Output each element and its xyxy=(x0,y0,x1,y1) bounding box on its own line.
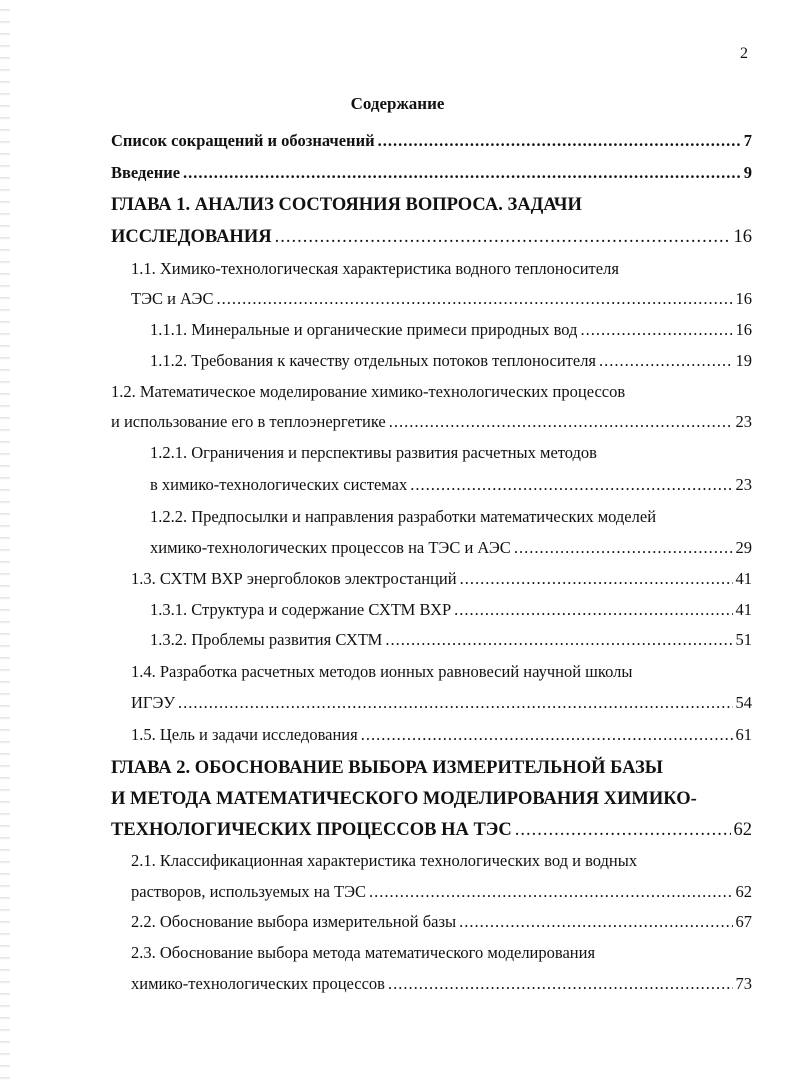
toc-entry-text: ТЕХНОЛОГИЧЕСКИХ ПРОЦЕССОВ НА ТЭС xyxy=(111,820,512,840)
toc-entry-page: 51 xyxy=(735,630,752,649)
toc-entry-text: 1.3. СХТМ ВХР энергоблоков электростанций xyxy=(131,569,457,588)
toc-entry-text: 1.1.2. Требования к качеству отдельных потоков теплоносителя xyxy=(150,351,597,370)
toc-entry-text: Список сокращений и обозначений xyxy=(111,131,375,150)
toc-entry-text: 1.3.2. Проблемы развития СХТМ xyxy=(150,630,383,649)
toc-entry-1-3-2 xyxy=(150,628,752,652)
dot-leader xyxy=(460,567,733,591)
toc-entry-text: химико-технологических процессов на ТЭС и АЭС xyxy=(150,538,511,557)
toc-entry-chapter-2 xyxy=(111,817,752,843)
dot-leader xyxy=(183,161,741,185)
toc-entry-page: 62 xyxy=(735,882,752,901)
toc-entry-page: 16 xyxy=(733,227,752,247)
toc-entry-chapter-1 xyxy=(111,224,752,250)
toc-entry-1-2 xyxy=(111,410,752,434)
toc-entry-text: 1.3.1. Структура и содержание СХТМ ВХР xyxy=(150,600,452,619)
toc-entry-text: растворов, используемых на ТЭС xyxy=(131,882,367,901)
dot-leader xyxy=(580,318,732,342)
toc-entry-text: 1.1.1. Минеральные и органические примеси природных вод xyxy=(150,320,578,339)
toc-entry-2-2 xyxy=(131,910,752,934)
page-number: 2 xyxy=(740,45,748,62)
dot-leader xyxy=(275,224,731,250)
toc-entry-page: 23 xyxy=(735,475,752,494)
toc-entry-1-1 xyxy=(131,287,752,311)
toc-entry-page: 62 xyxy=(733,820,752,840)
toc-entry-text: ИССЛЕДОВАНИЯ xyxy=(111,227,272,247)
chapter-1-heading-line1: ГЛАВА 1. АНАЛИЗ СОСТОЯНИЯ ВОПРОСА. ЗАДАЧИ xyxy=(111,195,582,215)
toc-entry-page: 16 xyxy=(735,320,752,339)
toc-entry-1-1-1 xyxy=(150,318,752,342)
toc-entry-text: ТЭС и АЭС xyxy=(131,289,214,308)
toc-entry-text: ИГЭУ xyxy=(131,693,176,712)
toc-entry-2-1-line1: 2.1. Классификационная характеристика технологических вод и водных xyxy=(131,851,638,870)
dot-leader xyxy=(178,691,732,715)
dot-leader xyxy=(385,628,732,652)
toc-entry-2-3 xyxy=(131,972,752,996)
dot-leader xyxy=(515,817,731,843)
toc-entry-text: 2.2. Обоснование выбора измерительной базы xyxy=(131,912,457,931)
toc-entry-text: в химико-технологических системах xyxy=(150,475,408,494)
dot-leader xyxy=(599,349,732,373)
toc-entry-abbreviations xyxy=(111,129,752,153)
toc-entry-page: 23 xyxy=(735,412,752,431)
toc-title: Содержание xyxy=(350,94,445,113)
dot-leader xyxy=(514,536,733,560)
chapter-2-heading-line2: И МЕТОДА МАТЕМАТИЧЕСКОГО МОДЕЛИРОВАНИЯ ХИМИКО- xyxy=(111,789,697,809)
toc-entry-1-5 xyxy=(131,723,752,747)
toc-entry-introduction xyxy=(111,161,752,185)
toc-entry-1-3 xyxy=(131,567,752,591)
toc-entry-2-1 xyxy=(131,880,752,904)
toc-entry-text: и использование его в теплоэнергетике xyxy=(111,412,386,431)
toc-entry-page: 54 xyxy=(735,693,752,712)
toc-entry-page: 9 xyxy=(743,163,752,182)
chapter-2-heading-line1: ГЛАВА 2. ОБОСНОВАНИЕ ВЫБОРА ИЗМЕРИТЕЛЬНОЙ БАЗЫ xyxy=(111,758,663,778)
toc-entry-page: 73 xyxy=(735,974,752,993)
toc-entry-2-3-line1: 2.3. Обоснование выбора метода математического моделирования xyxy=(131,943,596,962)
toc-entry-1-2-2-line1: 1.2.2. Предпосылки и направления разработки математических моделей xyxy=(150,507,657,526)
toc-entry-page: 19 xyxy=(735,351,752,370)
toc-entry-1-4 xyxy=(131,691,752,715)
dot-leader xyxy=(389,410,733,434)
toc-entry-1-1-2 xyxy=(150,349,752,373)
dot-leader xyxy=(454,598,732,622)
dot-leader xyxy=(369,880,732,904)
toc-entry-page: 67 xyxy=(735,912,752,931)
dot-leader xyxy=(388,972,733,996)
toc-entry-1-3-1 xyxy=(150,598,752,622)
toc-entry-page: 29 xyxy=(735,538,752,557)
toc-entry-text: Введение xyxy=(111,163,181,182)
dot-leader xyxy=(459,910,732,934)
toc-entry-1-1-line1: 1.1. Химико-технологическая характеристика водного теплоносителя xyxy=(131,259,619,278)
dot-leader xyxy=(361,723,733,747)
scan-margin-artifact xyxy=(0,0,10,1083)
toc-entry-text: 1.5. Цель и задачи исследования xyxy=(131,725,358,744)
toc-entry-1-2-2 xyxy=(150,536,752,560)
toc-entry-page: 7 xyxy=(743,131,752,150)
toc-entry-1-2-1-line1: 1.2.1. Ограничения и перспективы развития расчетных методов xyxy=(150,443,597,462)
toc-entry-page: 61 xyxy=(735,725,752,744)
dot-leader xyxy=(410,473,732,497)
toc-entry-page: 41 xyxy=(735,600,752,619)
toc-entry-1-2-line1: 1.2. Математическое моделирование химико-технологических процессов xyxy=(111,382,626,401)
toc-entry-text: химико-технологических процессов xyxy=(131,974,385,993)
toc-entry-page: 16 xyxy=(735,289,752,308)
toc-entry-1-4-line1: 1.4. Разработка расчетных методов ионных равновесий научной школы xyxy=(131,662,633,681)
toc-entry-1-2-1 xyxy=(150,473,752,497)
toc-entry-page: 41 xyxy=(735,569,752,588)
dot-leader xyxy=(378,129,741,153)
dot-leader xyxy=(216,287,732,311)
